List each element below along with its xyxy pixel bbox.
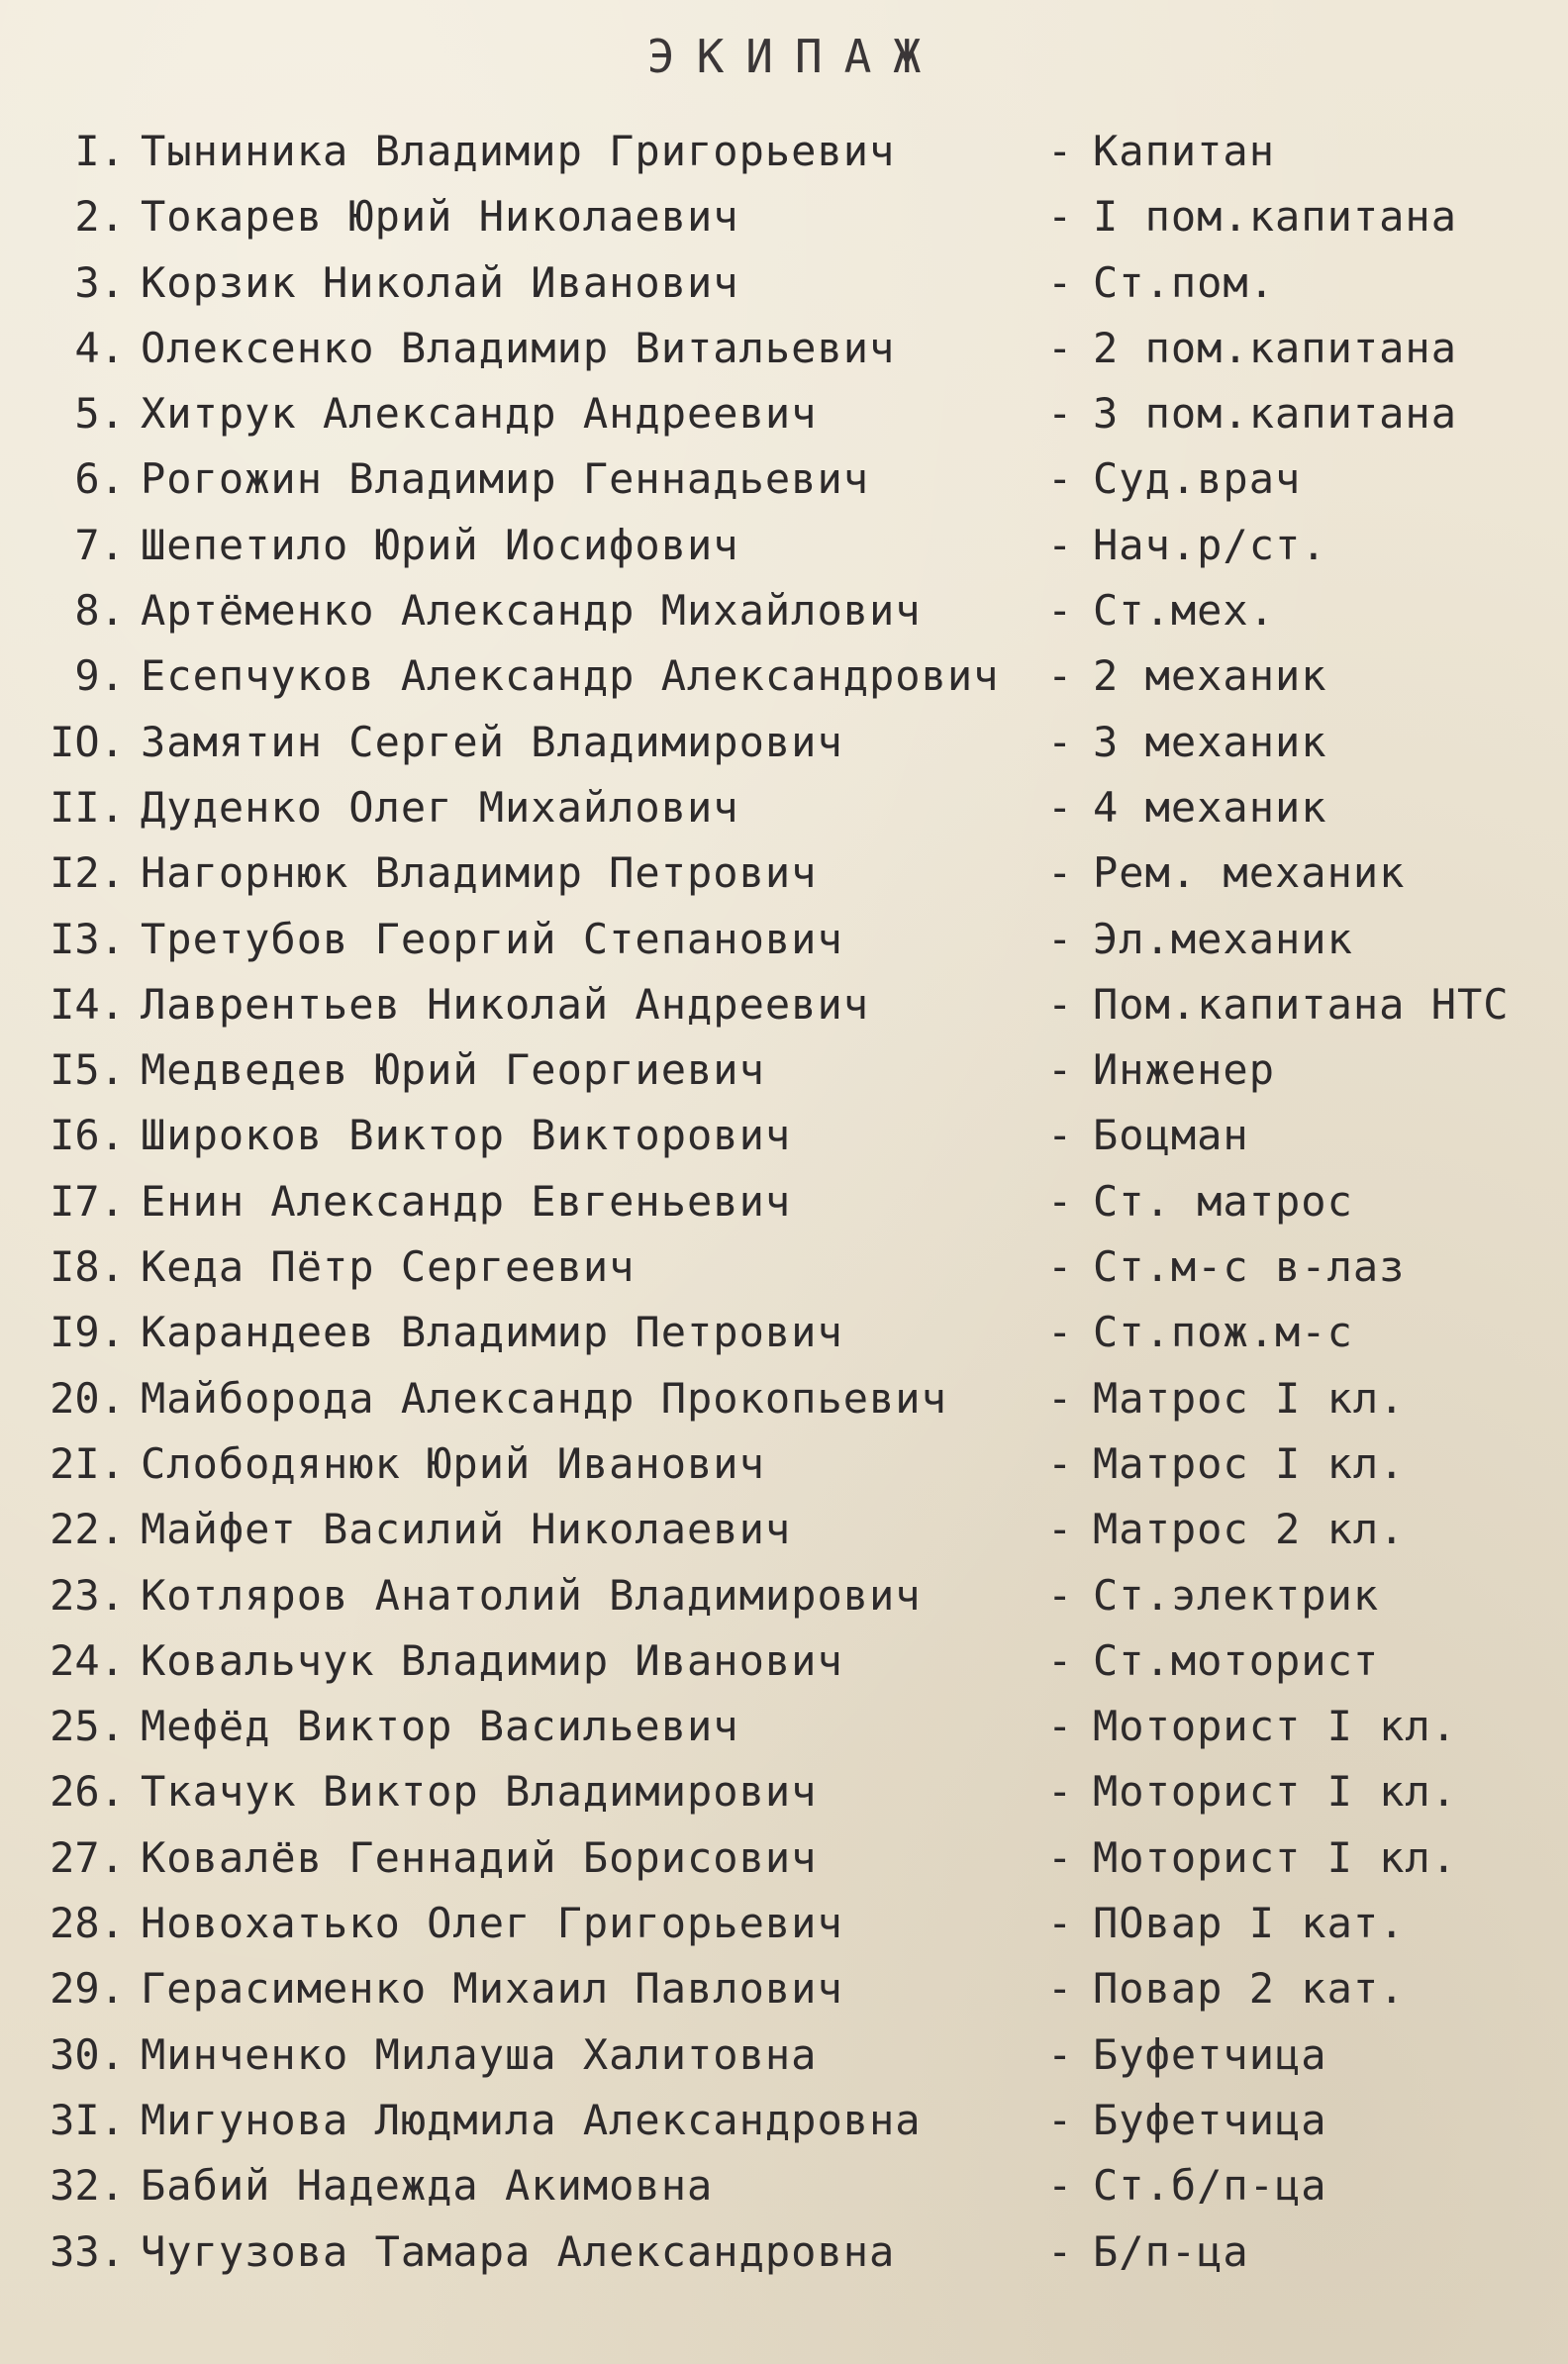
crew-role: Б/п-ца: [1093, 2226, 1249, 2276]
dash-separator: -: [1047, 1438, 1073, 1488]
crew-row: [0, 446, 1568, 512]
dash-separator: -: [1047, 1767, 1073, 1817]
crew-name: Артёменко Александр Михайлович: [141, 586, 922, 636]
crew-number: IO.: [49, 717, 125, 766]
crew-number: I3.: [49, 914, 125, 963]
crew-row: [0, 1497, 1568, 1562]
dash-separator: -: [1047, 1964, 1073, 2014]
dash-separator: -: [1047, 1505, 1073, 1554]
crew-name: Широков Виктор Викторович: [141, 1111, 792, 1160]
dash-separator: -: [1047, 2226, 1073, 2276]
crew-row: [0, 710, 1568, 775]
crew-number: I9.: [49, 1308, 125, 1357]
crew-number: I6.: [49, 1111, 125, 1160]
crew-number: 24.: [49, 1635, 125, 1685]
crew-role: Моторист I кл.: [1093, 1832, 1458, 1882]
crew-role: Матрос I кл.: [1093, 1373, 1406, 1423]
document-title: ЭКИПАЖ: [646, 30, 943, 83]
dash-separator: -: [1047, 2029, 1073, 2079]
crew-row: [0, 1825, 1568, 1891]
crew-number: I8.: [49, 1242, 125, 1292]
crew-row: [0, 316, 1568, 381]
crew-role: I пом.капитана: [1093, 192, 1458, 242]
crew-row: [0, 513, 1568, 578]
dash-separator: -: [1047, 520, 1073, 569]
crew-role: Ст.пож.м-с: [1093, 1308, 1353, 1357]
crew-role: Пом.капитана НТС: [1093, 979, 1510, 1029]
crew-number: 3I.: [49, 2095, 125, 2144]
crew-name: Минченко Милауша Халитовна: [141, 2029, 818, 2079]
crew-name: Нагорнюк Владимир Петрович: [141, 848, 818, 898]
dash-separator: -: [1047, 1176, 1073, 1226]
crew-name: Хитрук Александр Андреевич: [141, 389, 818, 439]
crew-number: 25.: [49, 1702, 125, 1751]
crew-name: Чугузова Тамара Александровна: [141, 2226, 896, 2276]
crew-name: Лаврентьев Николай Андреевич: [141, 979, 870, 1029]
crew-row: [0, 1037, 1568, 1103]
crew-name: Слободянюк Юрий Иванович: [141, 1438, 765, 1488]
crew-number: 23.: [49, 1570, 125, 1620]
dash-separator: -: [1047, 979, 1073, 1029]
crew-row: [0, 1431, 1568, 1497]
crew-role: Суд.врач: [1093, 454, 1302, 504]
crew-number: 4.: [74, 323, 125, 372]
dash-separator: -: [1047, 1702, 1073, 1751]
crew-row: [0, 775, 1568, 840]
crew-row: [0, 381, 1568, 446]
crew-name: Ковальчук Владимир Иванович: [141, 1635, 843, 1685]
crew-name: Есепчуков Александр Александрович: [141, 651, 1000, 701]
crew-row: [0, 1103, 1568, 1168]
dash-separator: -: [1047, 192, 1073, 242]
dash-separator: -: [1047, 848, 1073, 898]
crew-number: I5.: [49, 1045, 125, 1095]
crew-row: [0, 578, 1568, 643]
crew-row: [0, 1956, 1568, 2021]
dash-separator: -: [1047, 782, 1073, 832]
crew-number: 5.: [74, 389, 125, 439]
crew-role: Ст.электрик: [1093, 1570, 1380, 1620]
crew-number: I4.: [49, 979, 125, 1029]
dash-separator: -: [1047, 389, 1073, 439]
crew-row: [0, 1300, 1568, 1365]
dash-separator: -: [1047, 1899, 1073, 1948]
dash-separator: -: [1047, 1111, 1073, 1160]
crew-number: 29.: [49, 1964, 125, 2014]
crew-role: Эл.механик: [1093, 914, 1353, 963]
crew-name: Ткачук Виктор Владимирович: [141, 1767, 818, 1817]
crew-name: Олексенко Владимир Витальевич: [141, 323, 896, 372]
crew-name: Рогожин Владимир Геннадьевич: [141, 454, 870, 504]
crew-name: Мефёд Виктор Васильевич: [141, 1702, 739, 1751]
crew-number: 28.: [49, 1899, 125, 1948]
crew-row: [0, 119, 1568, 184]
crew-name: Майборода Александр Прокопьевич: [141, 1373, 947, 1423]
crew-role: Ст.мех.: [1093, 586, 1276, 636]
crew-role: Буфетчица: [1093, 2095, 1327, 2144]
crew-role: Моторист I кл.: [1093, 1702, 1458, 1751]
crew-name: Медведев Юрий Георгиевич: [141, 1045, 765, 1095]
crew-role: Повар 2 кат.: [1093, 1964, 1406, 2014]
crew-row: [0, 2022, 1568, 2088]
crew-row: [0, 1563, 1568, 1628]
crew-number: I2.: [49, 848, 125, 898]
crew-number: 2I.: [49, 1438, 125, 1488]
crew-role: Буфетчица: [1093, 2029, 1327, 2079]
crew-role: ПОвар I кат.: [1093, 1899, 1406, 1948]
crew-number: I.: [74, 127, 125, 175]
crew-role: Ст.б/п-ца: [1093, 2161, 1327, 2211]
dash-separator: -: [1047, 651, 1073, 701]
crew-number: 8.: [74, 586, 125, 636]
dash-separator: -: [1047, 257, 1073, 307]
dash-separator: -: [1047, 586, 1073, 636]
crew-name: Мигунова Людмила Александровна: [141, 2095, 922, 2144]
crew-name: Замятин Сергей Владимирович: [141, 717, 843, 766]
crew-number: 20.: [49, 1373, 125, 1423]
crew-row: [0, 250, 1568, 316]
crew-number: 2.: [74, 192, 125, 242]
crew-row: [0, 1234, 1568, 1300]
crew-number: II.: [49, 782, 125, 832]
crew-name: Кеда Пётр Сергеевич: [141, 1242, 636, 1292]
crew-row: [0, 2088, 1568, 2153]
crew-role: 2 механик: [1093, 651, 1327, 701]
dash-separator: -: [1047, 1832, 1073, 1882]
crew-role: Ст.моторист: [1093, 1635, 1380, 1685]
crew-name: Третубов Георгий Степанович: [141, 914, 843, 963]
crew-role: Нач.р/ст.: [1093, 520, 1327, 569]
dash-separator: -: [1047, 1373, 1073, 1423]
dash-separator: -: [1047, 2161, 1073, 2211]
crew-row: [0, 1628, 1568, 1694]
crew-number: I7.: [49, 1176, 125, 1226]
dash-separator: -: [1047, 1045, 1073, 1095]
dash-separator: -: [1047, 127, 1073, 175]
crew-role: Боцман: [1093, 1111, 1249, 1160]
crew-number: 27.: [49, 1832, 125, 1882]
crew-row: [0, 2153, 1568, 2218]
crew-role: 2 пом.капитана: [1093, 323, 1458, 372]
crew-name: Шепетило Юрий Иосифович: [141, 520, 739, 569]
dash-separator: -: [1047, 2095, 1073, 2144]
crew-number: 33.: [49, 2226, 125, 2276]
crew-row: [0, 184, 1568, 249]
crew-name: Майфет Василий Николаевич: [141, 1505, 792, 1554]
crew-list: [0, 119, 1568, 2285]
crew-name: Токарев Юрий Николаевич: [141, 192, 739, 242]
crew-name: Котляров Анатолий Владимирович: [141, 1570, 922, 1620]
crew-name: Тыниника Владимир Григорьевич: [141, 127, 896, 175]
crew-row: [0, 1169, 1568, 1234]
crew-name: Дуденко Олег Михайлович: [141, 782, 739, 832]
crew-name: Корзик Николай Иванович: [141, 257, 739, 307]
crew-name: Енин Александр Евгеньевич: [141, 1176, 792, 1226]
crew-name: Новохатько Олег Григорьевич: [141, 1899, 843, 1948]
dash-separator: -: [1047, 1635, 1073, 1685]
crew-number: 32.: [49, 2161, 125, 2211]
crew-role: Капитан: [1093, 127, 1276, 175]
crew-role: Матрос 2 кл.: [1093, 1505, 1406, 1554]
crew-role: 3 механик: [1093, 717, 1327, 766]
crew-number: 6.: [74, 454, 125, 504]
crew-name: Герасименко Михаил Павлович: [141, 1964, 843, 2014]
dash-separator: -: [1047, 1570, 1073, 1620]
crew-number: 26.: [49, 1767, 125, 1817]
crew-role: Матрос I кл.: [1093, 1438, 1406, 1488]
crew-role: Ст.пом.: [1093, 257, 1276, 307]
dash-separator: -: [1047, 914, 1073, 963]
crew-number: 3.: [74, 257, 125, 307]
crew-number: 22.: [49, 1505, 125, 1554]
crew-role: Ст.м-с в-лаз: [1093, 1242, 1406, 1292]
crew-name: Ковалёв Геннадий Борисович: [141, 1832, 818, 1882]
crew-row: [0, 907, 1568, 972]
crew-row: [0, 1366, 1568, 1431]
dash-separator: -: [1047, 454, 1073, 504]
dash-separator: -: [1047, 1242, 1073, 1292]
crew-role: Инженер: [1093, 1045, 1276, 1095]
crew-row: [0, 643, 1568, 709]
crew-name: Карандеев Владимир Петрович: [141, 1308, 843, 1357]
crew-role: Моторист I кл.: [1093, 1767, 1458, 1817]
dash-separator: -: [1047, 323, 1073, 372]
crew-number: 7.: [74, 520, 125, 569]
crew-row: [0, 1694, 1568, 1759]
crew-role: 4 механик: [1093, 782, 1327, 832]
crew-name: Бабий Надежда Акимовна: [141, 2161, 714, 2211]
crew-row: [0, 840, 1568, 906]
crew-row: [0, 972, 1568, 1037]
crew-number: 9.: [74, 651, 125, 701]
crew-row: [0, 1891, 1568, 1956]
crew-number: 30.: [49, 2029, 125, 2079]
crew-role: 3 пом.капитана: [1093, 389, 1458, 439]
dash-separator: -: [1047, 1308, 1073, 1357]
crew-row: [0, 1759, 1568, 1824]
crew-role: Ст. матрос: [1093, 1176, 1353, 1226]
crew-row: [0, 2219, 1568, 2285]
dash-separator: -: [1047, 717, 1073, 766]
crew-role: Рем. механик: [1093, 848, 1406, 898]
